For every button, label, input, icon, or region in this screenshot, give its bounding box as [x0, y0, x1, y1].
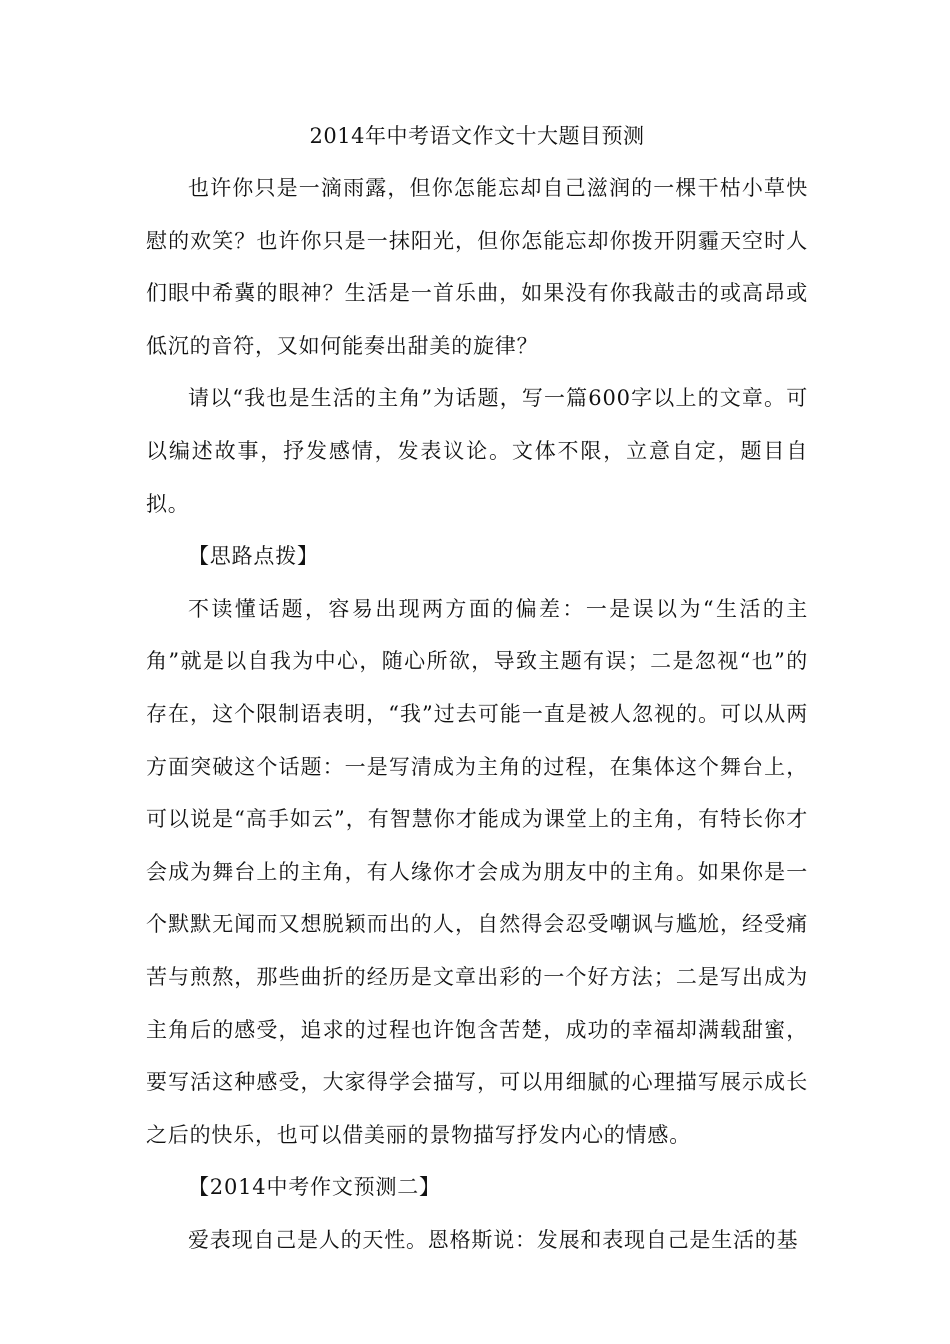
section-heading-tips: 【思路点拨】 [188, 544, 319, 569]
document-title: 2014年中考语文作文十大题目预测 [309, 124, 645, 148]
tips-paragraph: 不读懂话题，容易出现两方面的偏差：一是误以为“生活的主角”就是以自我为中心，随心所欲，导致主题有误；二是忽视“也”的存在，这个限制语表明，“我”过去可能一直是被人忽视的。可以从两方面突破这个话题：一是写清成为主角的过程，在集体这个舞台上，可以说是“高手如云”，有智慧你才能成为课堂上的主角，有特长你才会成为舞台上的主角，有人缘你才会成为朋友中的主角。如果你是一个默默无闻而又想脱颖而出的人，自然得会忍受嘲讽与尴尬，经受痛苦与煎熬，那些曲折的经历是文章出彩的一个好方法；二是写出成为主角后的感受，追求的过程也许饱含苦楚，成功的幸福却满载甜蜜，要写活这种感受，大家得学会描写，可以用细腻的心理描写展示成长之后的快乐，也可以借美丽的景物描写抒发内心的情感。 [146, 596, 808, 1147]
intro-paragraph: 也许你只是一滴雨露，但你怎能忘却自己滋润的一棵干枯小草快慰的欢笑？也许你只是一抹阳光，但你怎能忘却你拨开阴霾天空时人们眼中希冀的眼神？生活是一首乐曲，如果没有你我敲击的或高昂或低沉的音符，又如何能奏出甜美的旋律？ [146, 176, 808, 358]
prompt-paragraph: 请以“我也是生活的主角”为话题，写一篇600字以上的文章。可以编述故事，抒发感情，发表议论。文体不限，立意自定，题目自拟。 [146, 386, 808, 516]
document-body [146, 118, 808, 1266]
section-heading-prediction-two: 【2014中考作文预测二】 [188, 1175, 441, 1200]
prediction-two-paragraph: 爱表现自己是人的天性。恩格斯说：发展和表现自己是生活的基 [188, 1227, 799, 1252]
